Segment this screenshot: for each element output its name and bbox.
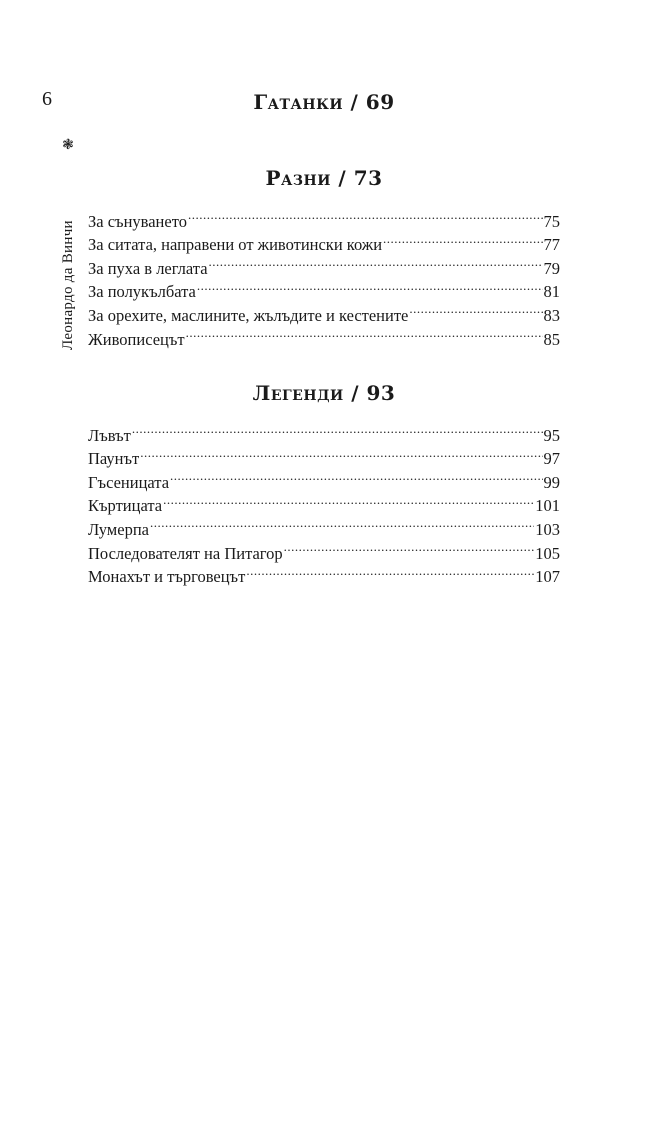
toc-leader-dots <box>186 321 543 345</box>
page-number: 6 <box>42 88 52 110</box>
toc-leader-dots <box>409 297 542 321</box>
toc-entry[interactable] <box>88 441 560 469</box>
toc-leader-dots <box>188 203 543 227</box>
toc-entry-title: За сънуването <box>88 211 187 231</box>
toc-entry[interactable] <box>88 464 560 492</box>
toc-leader-dots <box>163 488 534 512</box>
toc-entry-title: За полукълбата <box>88 282 196 302</box>
toc-entry-page: 105 <box>535 543 560 563</box>
toc-entry-page: 99 <box>543 472 560 492</box>
toc-entry-title: Къртицата <box>88 496 163 516</box>
toc-entry[interactable] <box>88 535 560 563</box>
toc-list-miscellaneous <box>88 203 560 349</box>
section-title-riddles: Гатанки / 69 <box>253 90 395 114</box>
toc-entry-title: Последователят на Питагор <box>88 543 283 563</box>
toc-leader-dots <box>197 274 543 298</box>
toc-entry[interactable] <box>88 203 560 231</box>
running-head-author: Леонардо да Винчи <box>60 220 76 350</box>
toc-entry-page: 97 <box>543 449 560 469</box>
toc-entry-page: 77 <box>543 235 560 255</box>
toc-entry-page: 79 <box>543 258 560 278</box>
toc-list-legends <box>88 417 560 587</box>
ornament-icon: ❃ <box>62 137 74 153</box>
toc-entry-page: 103 <box>535 519 560 539</box>
toc-entry-title: Живописецът <box>88 329 185 349</box>
toc-entry-page: 85 <box>543 329 560 349</box>
toc-entry-page: 75 <box>543 211 560 231</box>
running-head <box>58 138 78 348</box>
toc-entry-title: Лъвът <box>88 425 131 445</box>
toc-entry-page: 83 <box>543 305 560 325</box>
toc-entry-title: Монахът и търговецът <box>88 567 246 587</box>
toc-leader-dots <box>246 559 534 583</box>
toc-entry-page: 107 <box>535 567 560 587</box>
section-title-miscellaneous: Разни / 73 <box>265 166 383 190</box>
toc-entry-title: За орехите, маслините, жълъдите и кестените <box>88 305 409 325</box>
toc-entry-title: Гъсеницата <box>88 472 170 492</box>
toc-entry-title: За ситата, направени от животински кожи <box>88 235 383 255</box>
toc-leader-dots <box>140 441 542 465</box>
toc-leader-dots <box>170 464 542 488</box>
toc-leader-dots <box>150 511 534 535</box>
toc-entry-page: 101 <box>535 496 560 516</box>
toc-entry[interactable] <box>88 417 560 445</box>
toc-leader-dots <box>132 417 543 441</box>
toc-entry-title: Паунът <box>88 449 140 469</box>
section-title-legends: Легенди / 93 <box>252 381 396 405</box>
toc-leader-dots <box>209 250 543 274</box>
toc-entry-page: 95 <box>543 425 560 445</box>
toc-leader-dots <box>284 535 535 559</box>
toc-entry-title: Лумерпа <box>88 519 149 539</box>
toc-entry[interactable] <box>88 511 560 539</box>
toc-entry-page: 81 <box>543 282 560 302</box>
toc-entry-title: За пуха в леглата <box>88 258 208 278</box>
toc-leader-dots <box>383 227 542 251</box>
